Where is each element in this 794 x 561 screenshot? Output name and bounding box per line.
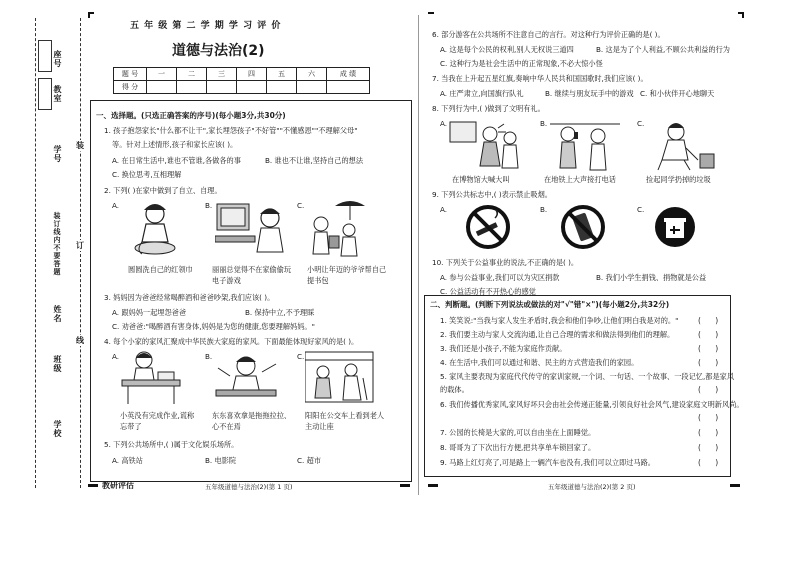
score-cell[interactable] — [297, 81, 327, 94]
question-6-stem: 6. 部分游客在公共场所不注意自己的言行。对这种行为评价正确的是( )。 — [432, 30, 665, 39]
score-cell[interactable] — [207, 81, 237, 94]
judge-item: 4. 在生活中,我们可以通过和谐、民主的方式营造我们的家园。 — [440, 358, 639, 367]
q10-option-b[interactable]: B. 我们小学生捐钱、捐物就是公益 — [596, 273, 707, 282]
no-phone-icon — [560, 204, 606, 250]
footer-mark — [88, 484, 98, 487]
judge-item: 5. 家风主要表现为家庭代代传守的家训家规,一个词、一句话、一个故事、一段记忆,都是家风 — [440, 372, 735, 381]
seal-text: 装订线内不要答题 — [53, 212, 61, 276]
q5-option-c[interactable]: C. 超市 — [297, 456, 321, 465]
subway-phone-illustration — [550, 120, 620, 172]
q4-label-c[interactable]: C. — [297, 352, 305, 361]
answer-blank[interactable]: ( ) — [698, 344, 719, 353]
footer-tag: 教研评估 — [102, 481, 134, 490]
judge-item: 3. 我们还是小孩子,不能为家庭作贡献。 — [440, 344, 567, 353]
picking-trash-illustration — [648, 120, 720, 172]
q2-caption-a: 圆圆洗自己的红领巾 — [128, 265, 193, 274]
score-cell[interactable] — [327, 81, 370, 94]
q8-label-a[interactable]: A. — [440, 119, 448, 128]
q4-caption-b2: 心不在焉 — [212, 422, 241, 431]
table-cell: 一 — [147, 68, 177, 81]
q2-caption-c2: 提书包 — [307, 276, 329, 285]
q4-caption-b1: 东东喜欢拿是拖拖拉拉、 — [212, 411, 292, 420]
footer-page-left: 五年级道德与法治(2)(第 1 页) — [205, 483, 293, 491]
judge-item: 的载体。 — [440, 385, 469, 394]
q9-label-b[interactable]: B. — [540, 205, 548, 214]
question-4-stem: 4. 每个小家的家风汇聚成中华民族大家庭的家风。下面最能体现好家风的是( )。 — [104, 337, 359, 346]
question-1-stem: 1. 孩子抱怨家长"什么都不让干",家长埋怨孩子"不好管""不懂感恩""不理解父母" — [104, 126, 358, 135]
name-label: 姓名 — [53, 305, 62, 323]
q3-option-c[interactable]: C. 劝爸爸:"喝醉酒有害身体,妈妈是为您的健康,您要理解妈妈。" — [112, 322, 315, 331]
judge-item: 7. 公园的长椅是大家的,可以自由坐在上面睡觉。 — [440, 428, 596, 437]
recycle-bin-icon — [652, 204, 698, 250]
girl-homework-illustration — [120, 350, 185, 405]
input-box[interactable] — [38, 40, 52, 72]
q10-option-c[interactable]: C. 公益活动有不开热心的感觉 — [440, 287, 536, 296]
answer-blank[interactable]: ( ) — [698, 413, 719, 422]
question-7-stem: 7. 当我在上升起五星红旗,奏响中华人民共和国国歌时,我们应该( )。 — [432, 74, 648, 83]
table-row — [114, 68, 370, 81]
q2-caption-b1: 丽丽总觉得不在家偷偷玩 — [212, 265, 292, 274]
q4-caption-c2: 主动让座 — [305, 422, 334, 431]
question-3-stem: 3. 妈妈因为爸爸经常喝醉酒和爸爸吵架,我们应该( )。 — [104, 293, 275, 302]
q9-label-c[interactable]: C. — [637, 205, 645, 214]
footer-page-right: 五年级道德与法治(2)(第 2 页) — [548, 483, 636, 491]
q5-option-b[interactable]: B. 电影院 — [205, 456, 237, 465]
crop-mark — [428, 12, 434, 14]
q6-option-b[interactable]: B. 这是为了个人利益,不顾公共利益的行为 — [596, 45, 730, 54]
judge-item: 1. 笑笑说:"当我与家人发生矛盾时,我会和他们争吵,让他们明白我是对的。" — [440, 316, 679, 325]
table-cell: 得 分 — [114, 81, 147, 94]
question-1-stem2: 等。针对上述情形,孩子和家长应该( )。 — [112, 140, 238, 149]
answer-blank[interactable]: ( ) — [698, 385, 719, 394]
question-9-stem: 9. 下列公共标志中,( )表示禁止吸烟。 — [432, 190, 552, 199]
id-label: 学号 — [53, 145, 62, 163]
table-row — [114, 81, 370, 94]
answer-blank[interactable]: ( ) — [698, 458, 719, 467]
q10-option-a[interactable]: A. 参与公益事业,我们可以为灾区捐款 — [440, 273, 560, 282]
no-smoking-icon — [465, 204, 511, 250]
question-8-stem: 8. 下列行为中,( )做到了文明有礼。 — [432, 104, 545, 113]
judge-item: 9. 马路上红灯亮了,可是路上一辆汽车也没有,我们可以立即过马路。 — [440, 458, 655, 467]
footer-mark — [428, 484, 438, 487]
bus-seat-illustration — [305, 350, 375, 405]
table-cell: 三 — [207, 68, 237, 81]
q7-option-a[interactable]: A. 庄严肃立,向国旗行队礼 — [440, 89, 524, 98]
q2-label-b[interactable]: B. — [205, 201, 213, 210]
grandpa-carrying-bag-illustration — [305, 200, 367, 260]
footer-mark — [730, 484, 740, 487]
question-10-stem: 10. 下列关于公益事业的说法,不正确的是( )。 — [432, 258, 579, 267]
q8-caption-b: 在地铁上大声接打电话 — [544, 175, 616, 184]
q4-caption-a1: 小英没有完成作业,谎称 — [120, 411, 195, 420]
score-cell[interactable] — [147, 81, 177, 94]
score-cell[interactable] — [177, 81, 207, 94]
q4-label-a[interactable]: A. — [112, 352, 120, 361]
exam-subtitle: 五 年 级 第 二 学 期 学 习 评 价 — [130, 21, 282, 31]
school-label: 学校 — [53, 420, 62, 438]
q7-option-c[interactable]: C. 和小伙伴开心地聊天 — [640, 89, 715, 98]
table-cell: 六 — [297, 68, 327, 81]
answer-blank[interactable]: ( ) — [698, 443, 719, 452]
page-title: 道德与法治(2) — [172, 43, 265, 59]
answer-blank[interactable]: ( ) — [698, 316, 719, 325]
cut-line — [80, 18, 81, 488]
q5-option-a[interactable]: A. 高铁站 — [112, 456, 143, 465]
question-5-stem: 5. 下列公共场所中,( )属于文化娱乐场所。 — [104, 440, 239, 449]
q1-option-c[interactable]: C. 换位思考,互相理解 — [112, 170, 182, 179]
question-2-stem: 2. 下列( )在家中做到了自立、自理。 — [104, 186, 222, 195]
q8-label-c[interactable]: C. — [637, 119, 645, 128]
class-label: 班级 — [53, 355, 62, 373]
input-box[interactable] — [38, 78, 52, 110]
table-cell: 二 — [177, 68, 207, 81]
q3-option-b[interactable]: B. 保持中立,不予理睬 — [245, 308, 315, 317]
score-table — [113, 67, 370, 94]
score-cell[interactable] — [237, 81, 267, 94]
seal-char: 订 — [76, 241, 84, 250]
q8-label-b[interactable]: B. — [540, 119, 548, 128]
seat-label: 座号 — [53, 50, 62, 68]
q4-caption-c1: 阳阳在公交车上看到老人 — [305, 411, 385, 420]
cut-line — [35, 18, 36, 488]
answer-blank[interactable]: ( ) — [698, 428, 719, 437]
score-cell[interactable] — [267, 81, 297, 94]
table-cell: 成 绩 — [327, 68, 370, 81]
table-cell: 五 — [267, 68, 297, 81]
judge-item: 2. 我们要主动与家人交流沟通,让自己合理的需求和做法得到他们的理解。 — [440, 330, 675, 339]
q4-label-b[interactable]: B. — [205, 352, 213, 361]
answer-blank[interactable]: ( ) — [698, 330, 719, 339]
museum-shouting-illustration — [448, 120, 523, 172]
footer-mark — [400, 484, 410, 487]
q3-option-a[interactable]: A. 跟妈妈一起埋怨爸爸 — [112, 308, 187, 317]
q1-option-b[interactable]: B. 谁也不让谁,坚持自己的想法 — [265, 156, 364, 165]
q6-option-a[interactable]: A. 这是每个公民的权利,别人无权说三道四 — [440, 45, 574, 54]
q4-caption-a2: 忘带了 — [120, 422, 142, 431]
crop-mark — [88, 12, 90, 18]
q9-label-a[interactable]: A. — [440, 205, 448, 214]
q7-option-b[interactable]: B. 继续与朋友玩手中的游戏 — [545, 89, 634, 98]
judge-item: 6. 我们传播优秀家风,家风好坏只会由社会传递正能量,引领良好社会风气,建设家庭文明新风尚。 — [440, 400, 744, 409]
q8-caption-c: 捡起同学扔掉的垃圾 — [646, 175, 711, 184]
q2-caption-b2: 电子游戏 — [212, 276, 241, 285]
q2-caption-c1: 小明让年迈的爷爷帮自己 — [307, 265, 387, 274]
boy-at-computer-illustration — [215, 200, 285, 258]
boy-distracted-illustration — [212, 350, 282, 405]
judge-item: 8. 哥哥为了下次出行方便,把共享单车锁回家了。 — [440, 443, 596, 452]
q2-label-a[interactable]: A. — [112, 201, 120, 210]
page-divider — [418, 15, 419, 495]
girl-washing-scarf-illustration — [128, 200, 183, 260]
answer-blank[interactable]: ( ) — [698, 358, 719, 367]
seal-char: 装 — [76, 141, 84, 150]
q1-option-a[interactable]: A. 在日常生活中,谁也不管谁,各做各的事 — [112, 156, 241, 165]
room-label: 教室 — [53, 85, 62, 103]
q2-label-c[interactable]: C. — [297, 201, 305, 210]
table-cell: 四 — [237, 68, 267, 81]
q6-option-c[interactable]: C. 这种行为是社会生活中的正常现象,不必大惊小怪 — [440, 59, 603, 68]
table-cell: 题 号 — [114, 68, 147, 81]
seal-char: 线 — [76, 336, 84, 345]
section-title: 二、判断题。(判断下列说法或做法的对"√"错"×")(每小题2分,共32分) — [430, 300, 670, 309]
section-title: 一、选择题。(只选正确答案的序号)(每小题3分,共30分) — [96, 111, 286, 120]
crop-mark — [742, 12, 744, 18]
q8-caption-a: 在博物馆大喊大叫 — [452, 175, 510, 184]
